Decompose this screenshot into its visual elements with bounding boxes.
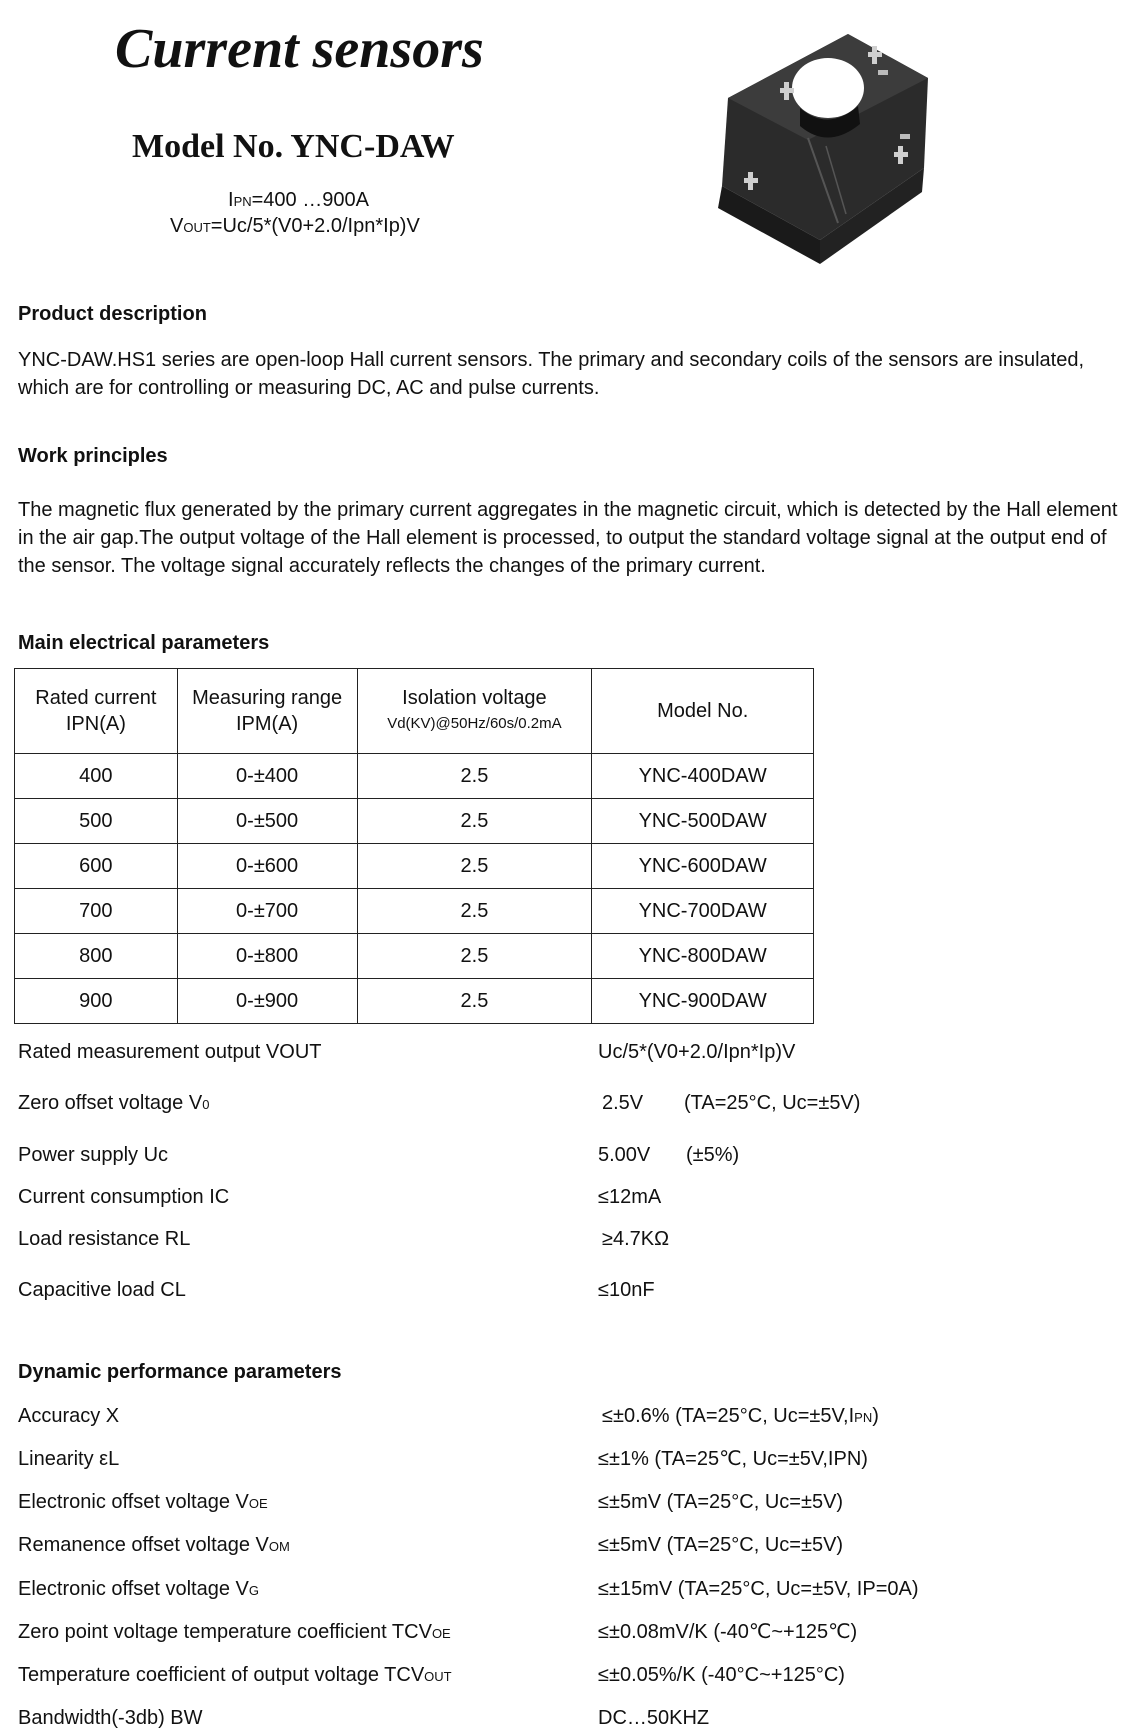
param-value: ≤±15mV (TA=25°C, Uc=±5V, IP=0A) (598, 1578, 919, 1600)
sensor-image (688, 28, 950, 278)
cell-range: 0-±800 (177, 934, 357, 979)
param-label: Zero offset voltage V0 (18, 1092, 210, 1114)
col-model-no: Model No. (592, 669, 814, 754)
param-label: Linearity εL (18, 1448, 120, 1470)
param-value: ≥4.7KΩ (602, 1228, 670, 1250)
cell-rated: 500 (15, 799, 178, 844)
cell-isolation: 2.5 (357, 754, 592, 799)
cell-model: YNC-600DAW (592, 844, 814, 889)
cell-model: YNC-400DAW (592, 754, 814, 799)
electrical-heading: Main electrical parameters (18, 632, 270, 654)
param-value: ≤±5mV (TA=25°C, Uc=±5V) (598, 1534, 844, 1556)
model-title: Model No. YNC-DAW (132, 128, 455, 165)
cell-isolation: 2.5 (357, 934, 592, 979)
cell-model: YNC-900DAW (592, 979, 814, 1024)
param-value: DC…50KHZ (598, 1707, 710, 1729)
table-row (15, 799, 814, 844)
param-label: Power supply Uc (18, 1144, 169, 1166)
page-title: Current sensors (115, 18, 484, 80)
table-row (15, 889, 814, 934)
cell-rated: 400 (15, 754, 178, 799)
param-value: ≤10nF (598, 1279, 655, 1301)
cell-isolation: 2.5 (357, 889, 592, 934)
cell-rated: 900 (15, 979, 178, 1024)
param-label: Temperature coefficient of output voltage TCVOUT (18, 1664, 452, 1686)
cell-rated: 800 (15, 934, 178, 979)
param-label: Bandwidth(-3db) BW (18, 1707, 203, 1729)
cell-isolation: 2.5 (357, 979, 592, 1024)
param-value: ≤±1% (TA=25℃, Uc=±5V,IPN) (598, 1448, 868, 1470)
cell-model: YNC-800DAW (592, 934, 814, 979)
param-label: Current consumption IC (18, 1186, 230, 1208)
table-row (15, 844, 814, 889)
cell-model: YNC-700DAW (592, 889, 814, 934)
param-value: 2.5V (602, 1092, 644, 1114)
description-text: YNC-DAW.HS1 series are open-loop Hall current sensors. The primary and secondary coils of the sensors are insulated, which are for controlling or measuring DC, AC and pulse currents. (18, 349, 1085, 399)
param-value: ≤12mA (598, 1186, 662, 1208)
cell-range: 0-±500 (177, 799, 357, 844)
param-condition: (TA=25°C, Uc=±5V) (684, 1092, 861, 1114)
principles-text: The magnetic flux generated by the primary current aggregates in the magnetic circuit, which is detected by the Hall element in the air gap.The output voltage of the Hall element is processed, to output the standard voltage signal at the output end of the sensor. The voltage signal accurately reflects the changes of the primary current. (18, 499, 1118, 577)
cell-rated: 600 (15, 844, 178, 889)
param-label: Electronic offset voltage VOE (18, 1491, 268, 1513)
principles-heading: Work principles (18, 445, 168, 467)
param-value: 5.00V (598, 1144, 651, 1166)
ipn-formula: IPN=400 …900A (228, 189, 369, 211)
parameters-table (14, 668, 814, 1024)
cell-range: 0-±600 (177, 844, 357, 889)
param-label: Rated measurement output VOUT (18, 1041, 322, 1063)
col-rated-current: Rated current IPN(A) (15, 669, 178, 754)
param-value: ≤±0.6% (TA=25°C, Uc=±5V,IPN) (602, 1405, 879, 1427)
param-value: Uc/5*(V0+2.0/Ipn*Ip)V (598, 1041, 796, 1063)
param-value: ≤±5mV (TA=25°C, Uc=±5V) (598, 1491, 844, 1513)
param-label: Zero point voltage temperature coefficient TCVOE (18, 1621, 451, 1643)
cell-range: 0-±900 (177, 979, 357, 1024)
col-isolation-voltage: Isolation voltage Vd(KV)@50Hz/60s/0.2mA (357, 669, 592, 754)
param-value: ≤±0.08mV/K (-40℃~+125℃) (598, 1621, 858, 1643)
cell-rated: 700 (15, 889, 178, 934)
table-header-row (15, 669, 814, 754)
cell-model: YNC-500DAW (592, 799, 814, 844)
vout-formula: VOUT=Uc/5*(V0+2.0/Ipn*Ip)V (170, 215, 420, 237)
description-heading: Product description (18, 303, 207, 325)
param-label: Electronic offset voltage VG (18, 1578, 259, 1600)
col-measuring-range: Measuring range IPM(A) (177, 669, 357, 754)
param-label: Capacitive load CL (18, 1279, 186, 1301)
cell-isolation: 2.5 (357, 844, 592, 889)
dynamic-heading: Dynamic performance parameters (18, 1361, 342, 1383)
cell-range: 0-±700 (177, 889, 357, 934)
param-label: Remanence offset voltage VOM (18, 1534, 290, 1556)
cell-isolation: 2.5 (357, 799, 592, 844)
table-row (15, 754, 814, 799)
param-label: Load resistance RL (18, 1228, 191, 1250)
cell-range: 0-±400 (177, 754, 357, 799)
param-value: ≤±0.05%/K (-40°C~+125°C) (598, 1664, 845, 1686)
table-row (15, 934, 814, 979)
param-label: Accuracy X (18, 1405, 120, 1427)
table-row (15, 979, 814, 1024)
param-condition: (±5%) (686, 1144, 740, 1166)
